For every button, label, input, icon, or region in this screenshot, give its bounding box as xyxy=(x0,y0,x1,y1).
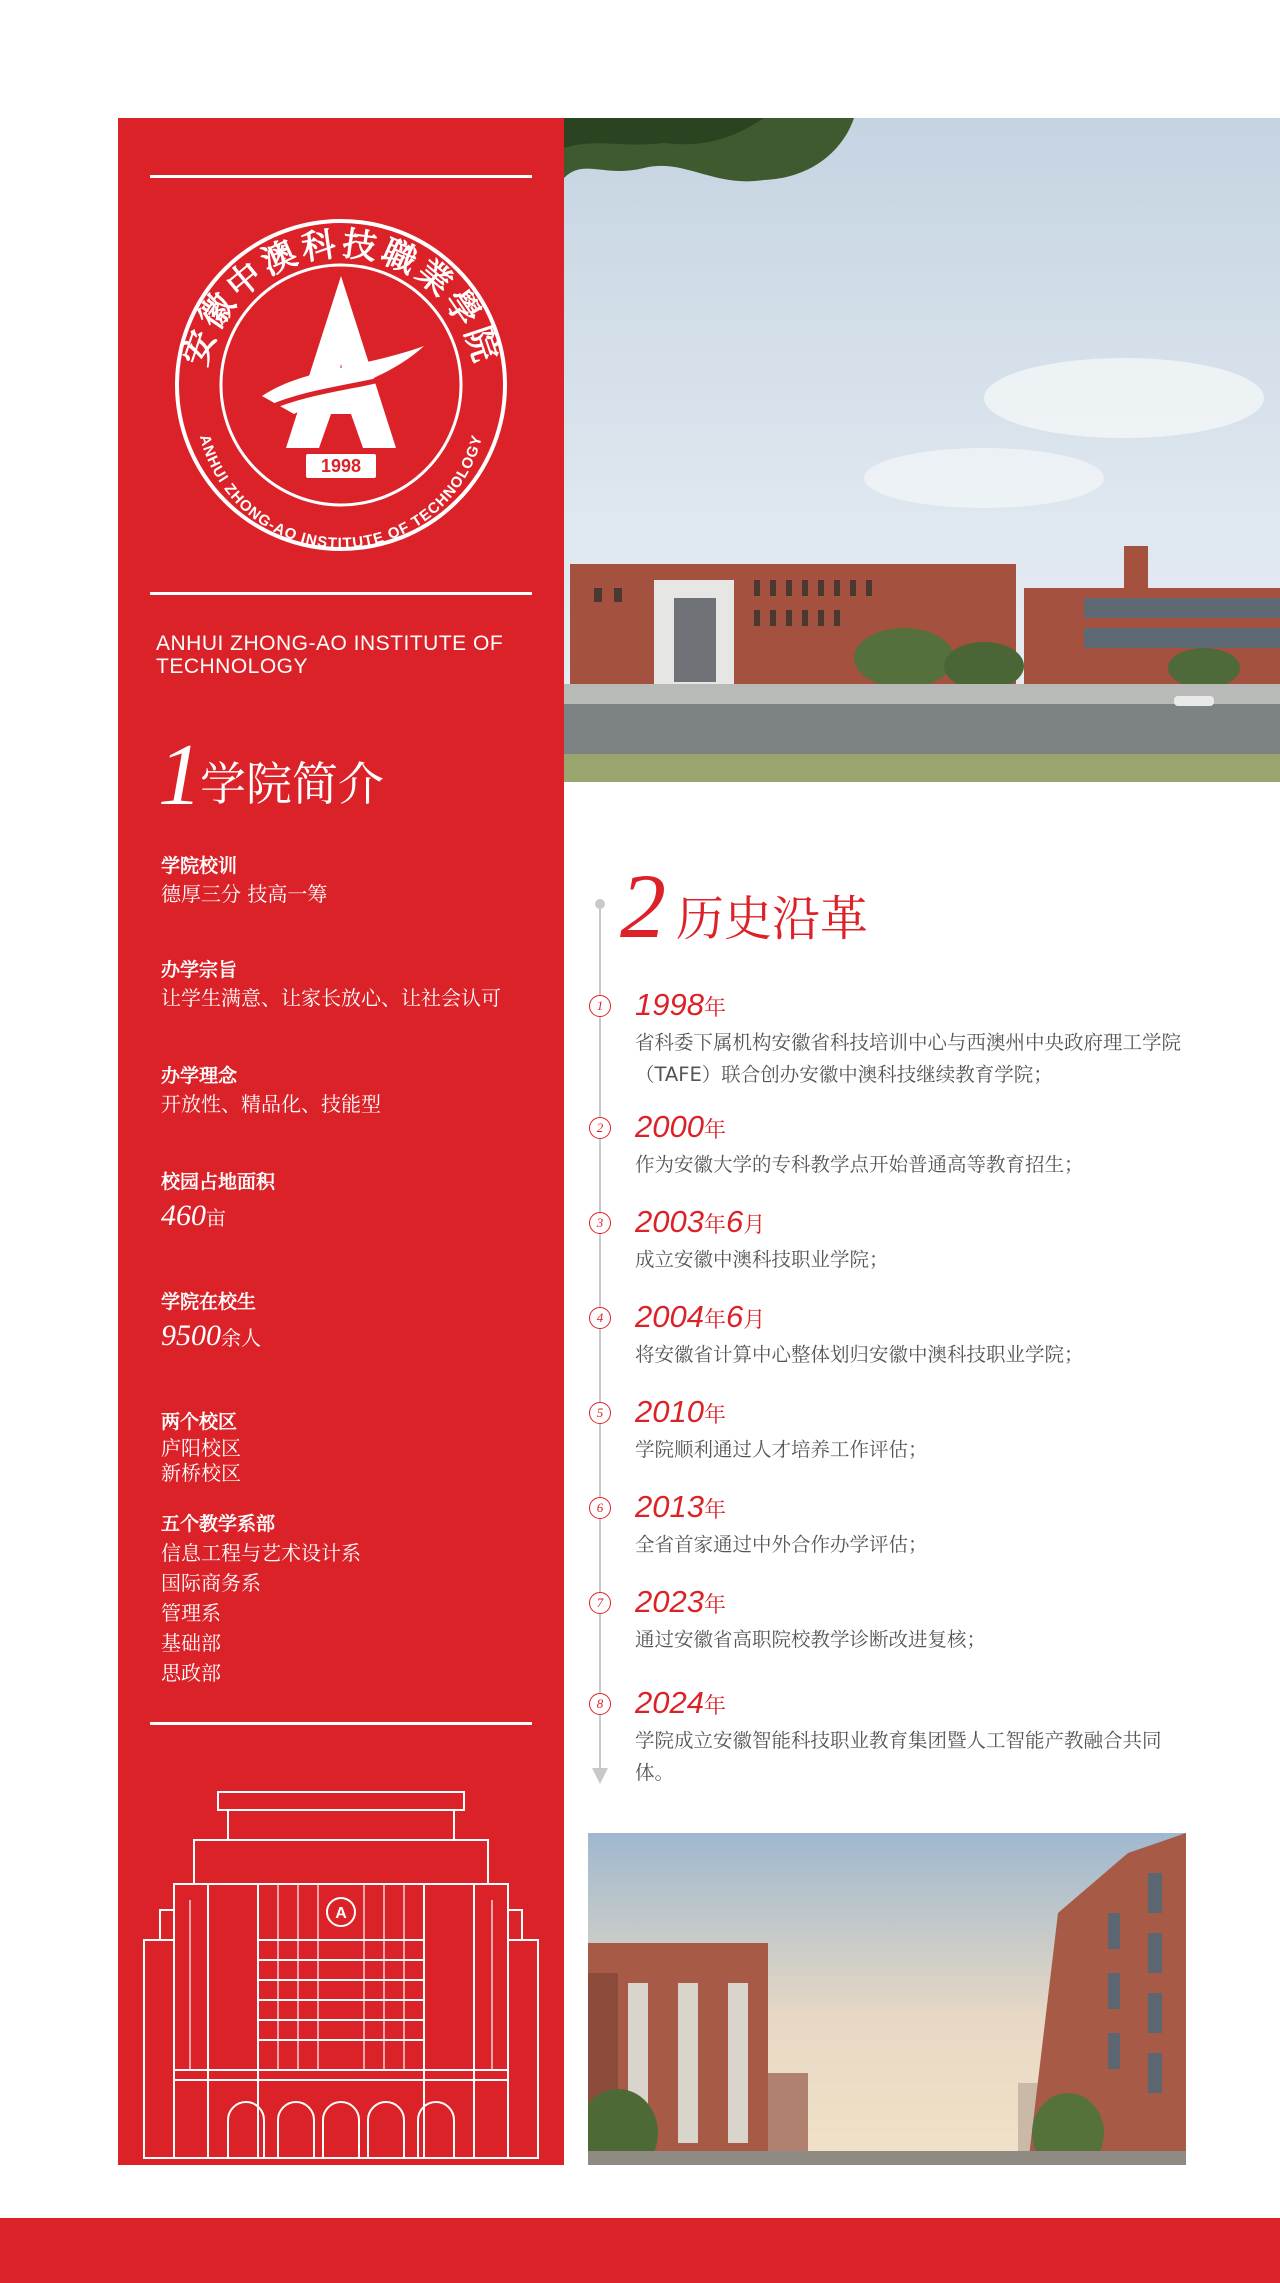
month-suffix: 月 xyxy=(743,1213,766,1238)
event-year: 2000 xyxy=(635,1109,704,1144)
departments-label: 五个教学系部 xyxy=(161,1513,276,1535)
building-line-illustration xyxy=(138,1790,544,2160)
motto-value: 德厚三分 技高一筹 xyxy=(161,882,328,906)
purpose-block xyxy=(161,956,551,1012)
event-index-badge: 7 xyxy=(589,1592,611,1614)
event-description: 学院顺利通过人才培养工作评估； xyxy=(635,1438,928,1461)
area-label: 校园占地面积 xyxy=(161,1171,276,1193)
divider xyxy=(150,1722,532,1725)
divider xyxy=(150,592,532,595)
event-month: 6 xyxy=(725,1204,744,1239)
intro-panel xyxy=(118,118,564,2165)
section-number: 2 xyxy=(620,855,666,957)
event-year: 2010 xyxy=(635,1394,704,1429)
students-label: 学院在校生 xyxy=(161,1291,257,1313)
event-index-badge: 4 xyxy=(589,1307,611,1329)
section-title: 学院简介 xyxy=(200,757,384,811)
department-item: 管理系 xyxy=(161,1601,221,1625)
year-suffix: 年 xyxy=(703,1118,726,1143)
event-description: 通过安徽省高职院校教学诊断改进复核； xyxy=(635,1628,987,1651)
students-unit: 余人 xyxy=(221,1326,261,1350)
event-description: 全省首家通过中外合作办学评估； xyxy=(635,1533,928,1556)
department-item: 信息工程与艺术设计系 xyxy=(161,1541,361,1565)
department-item: 思政部 xyxy=(161,1661,221,1685)
section-number: 1 xyxy=(158,727,202,824)
event-year: 2023 xyxy=(635,1584,704,1619)
students-number: 9500 xyxy=(161,1319,221,1352)
department-item: 基础部 xyxy=(161,1631,221,1655)
purpose-label: 办学宗旨 xyxy=(161,959,238,981)
year-suffix: 年 xyxy=(703,1694,726,1719)
divider xyxy=(150,175,532,178)
students-block xyxy=(161,1288,551,1356)
svg-text:ANHUI ZHONG-AO INSTITUTE OF TE: ANHUI ZHONG-AO INSTITUTE OF TECHNOLOGY xyxy=(195,432,487,552)
event-year: 1998 xyxy=(635,987,704,1022)
event-description: 将安徽省计算中心整体划归安徽中澳科技职业学院； xyxy=(635,1343,1084,1366)
area-block xyxy=(161,1168,551,1236)
concept-value: 开放性、精品化、技能型 xyxy=(161,1092,381,1116)
section-title: 历史沿革 xyxy=(676,891,869,947)
campuses-label: 两个校区 xyxy=(161,1411,238,1433)
event-year: 2024 xyxy=(635,1685,704,1720)
concept-block xyxy=(161,1062,551,1118)
event-year: 2004 xyxy=(635,1299,704,1334)
timeline-arrow-icon xyxy=(592,1768,608,1784)
svg-text:1998: 1998 xyxy=(320,456,362,476)
svg-text:安徽中澳科技職業學院: 安徽中澳科技職業學院 xyxy=(175,223,507,371)
campus-street-photo xyxy=(588,1833,1186,2165)
event-year: 2013 xyxy=(635,1489,704,1524)
year-suffix: 年 xyxy=(703,996,726,1021)
year-suffix: 年 xyxy=(703,1593,726,1618)
purpose-value: 让学生满意、让家长放心、让社会认可 xyxy=(161,986,501,1010)
timeline-line xyxy=(599,906,601,1776)
year-suffix: 年 xyxy=(703,1498,726,1523)
event-index-badge: 3 xyxy=(589,1212,611,1234)
event-index-badge: 6 xyxy=(589,1497,611,1519)
month-suffix: 月 xyxy=(743,1308,766,1333)
footer-bar xyxy=(0,2218,1280,2283)
event-index-badge: 5 xyxy=(589,1402,611,1424)
concept-label: 办学理念 xyxy=(161,1065,238,1087)
campus-building-photo xyxy=(564,118,1280,782)
institute-english-name: ANHUI ZHONG-AO INSTITUTE OF TECHNOLOGY xyxy=(156,632,504,678)
event-month: 6 xyxy=(725,1299,744,1334)
year-suffix: 年 xyxy=(703,1308,726,1333)
event-description: 成立安徽中澳科技职业学院； xyxy=(635,1248,889,1271)
event-description: 作为安徽大学的专科教学点开始普通高等教育招生； xyxy=(635,1153,1084,1176)
event-description: 省科委下属机构安徽省科技培训中心与西澳州中央政府理工学院（TAFE）联合创办安徽中澳科技继续教育学院； xyxy=(635,1031,1182,1086)
campus-item: 新桥校区 xyxy=(161,1461,241,1485)
department-item: 国际商务系 xyxy=(161,1571,261,1595)
event-year: 2003 xyxy=(635,1204,704,1239)
event-index-badge: 8 xyxy=(589,1693,611,1715)
college-seal-logo xyxy=(174,218,508,552)
event-index-badge: 2 xyxy=(589,1117,611,1139)
year-suffix: 年 xyxy=(703,1213,726,1238)
campuses-block xyxy=(161,1408,551,1486)
event-index-badge: 1 xyxy=(589,995,611,1017)
year-suffix: 年 xyxy=(703,1403,726,1428)
motto-label: 学院校训 xyxy=(161,855,238,877)
campus-item: 庐阳校区 xyxy=(161,1436,241,1460)
motto-block xyxy=(161,852,551,908)
svg-text:A: A xyxy=(335,1905,347,1922)
departments-block xyxy=(161,1510,551,1688)
area-unit: 亩 xyxy=(206,1206,226,1230)
area-number: 460 xyxy=(161,1199,206,1232)
event-description: 学院成立安徽智能科技职业教育集团暨人工智能产教融合共同体。 xyxy=(635,1729,1162,1784)
